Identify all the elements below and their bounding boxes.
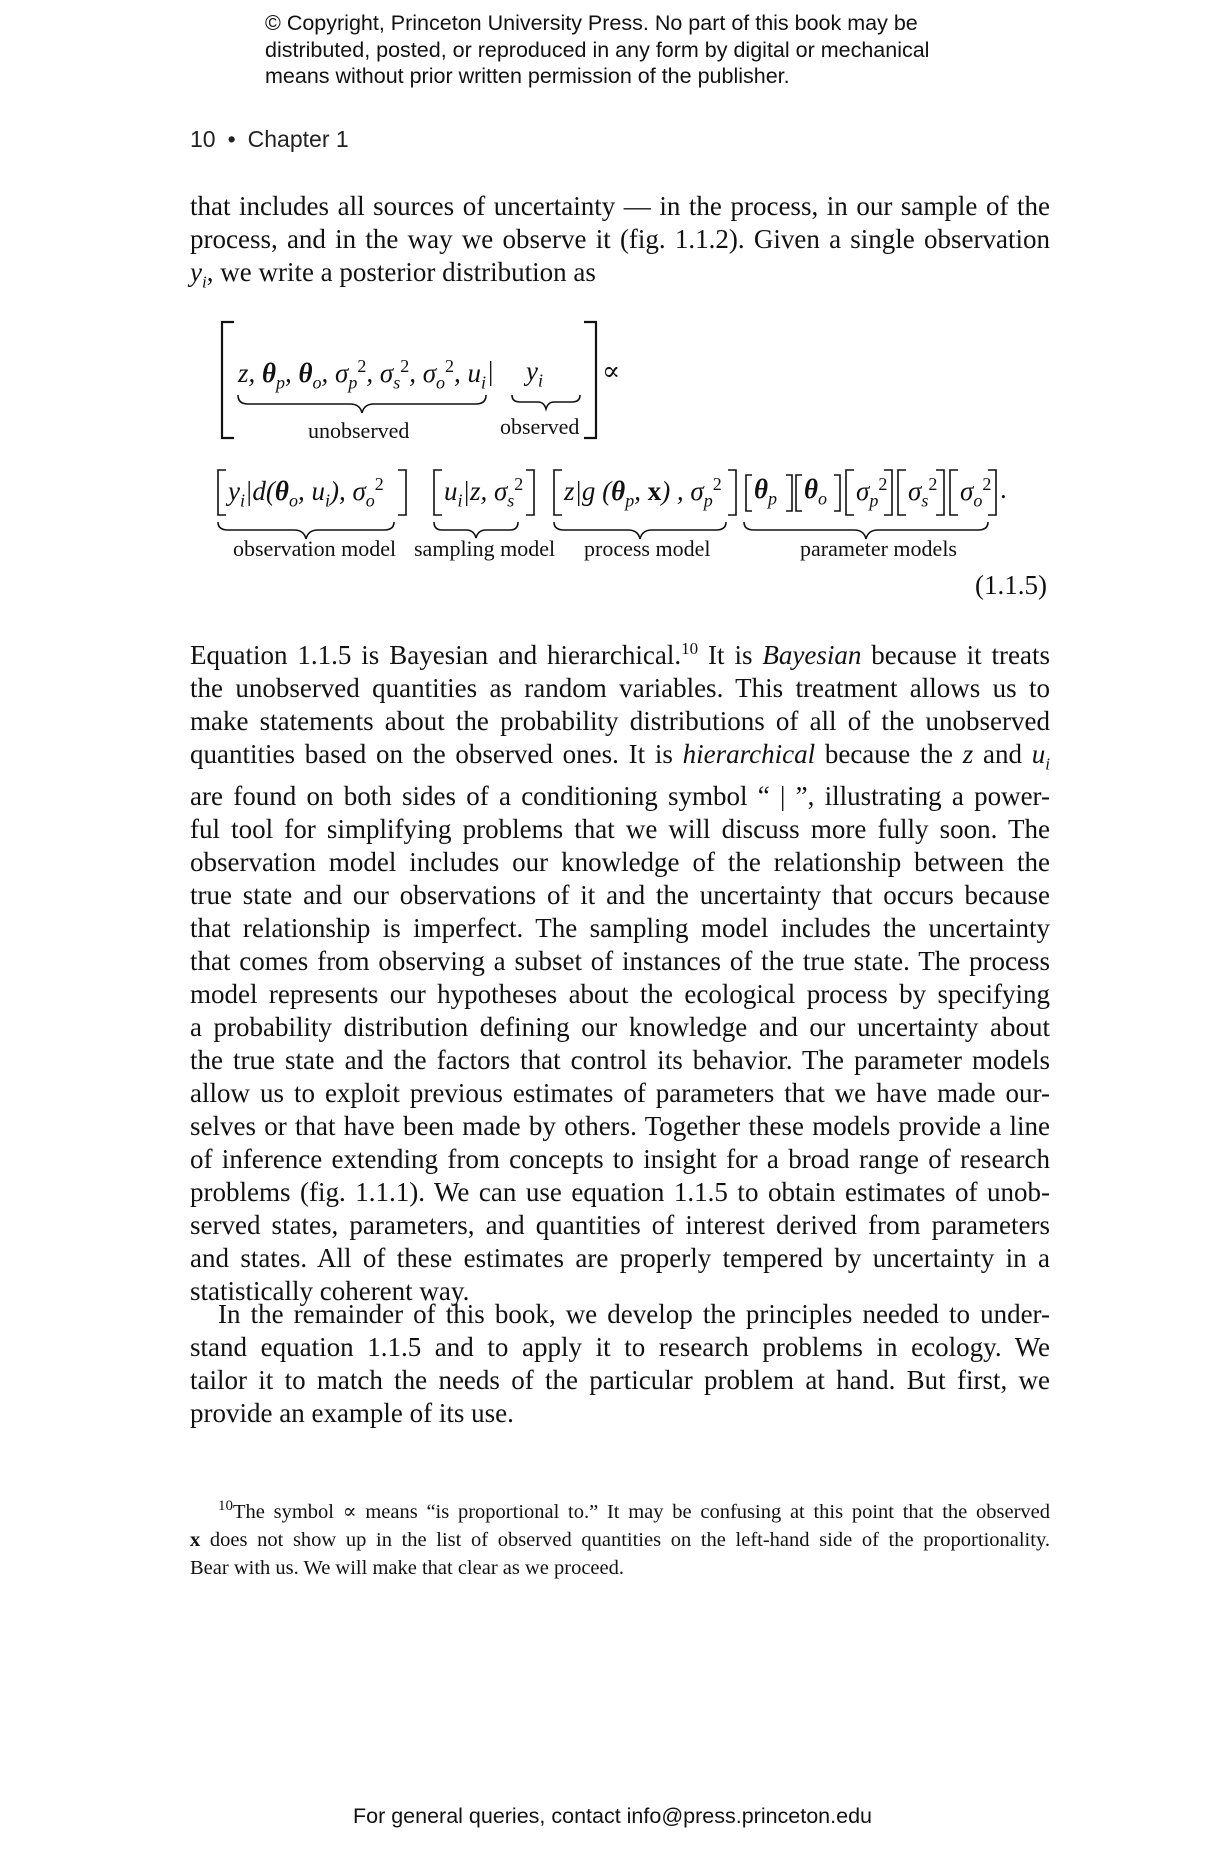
conditioning-bar: | <box>488 356 494 386</box>
bullet-separator: • <box>227 126 236 152</box>
body-line-9: that relationship is imperfect. The sampling model includes the uncertainty <box>190 913 1050 944</box>
param-theta-o: $\theta_o$ <box>804 474 828 509</box>
label-observed: observed <box>500 414 580 439</box>
body-line-4b: because the <box>815 739 963 769</box>
lhs-unobserved-quantities: z, $\theta_p$, $\theta_o$, $\sigma_p^2$, $\sigma_s^2$, $\sigma_o^2$, $u_i$ <box>238 356 487 393</box>
body-line-1 <box>190 632 1050 672</box>
body-line-15: selves or that have been made by others. Together these models provide a line <box>190 1111 1050 1142</box>
remainder-line-4: provide an example of its use. <box>190 1398 514 1428</box>
y-subscript: i <box>201 272 207 292</box>
body-line-6: ful tool for simplifying problems that we will discuss more fully soon. The <box>190 814 1050 845</box>
process-model-term: z|g ($\theta_p$, x) , $\sigma_p^2$ <box>564 474 722 511</box>
body-line-17: problems (fig. 1.1.1). We can use equation 1.1.5 to obtain estimates of unob- <box>190 1177 1050 1208</box>
body-line-19: and states. All of these estimates are properly tempered by uncertainty in a <box>190 1243 1050 1274</box>
body-line-2: the unobserved quantities as random variables. This treatment allows us to <box>190 673 1050 703</box>
page-number: 10 <box>190 126 216 152</box>
param-sigma-s: $\sigma_s^2$ <box>908 474 938 511</box>
footnote-number: 10 <box>218 1498 233 1514</box>
body-line-10: that comes from observing a subset of instances of the true state. The process <box>190 946 1050 977</box>
label-parameter-models: parameter models <box>800 536 957 561</box>
label-process-model: process model <box>584 536 711 561</box>
var-u: u <box>1031 739 1046 769</box>
remainder-line-1: In the remainder of this book, we develop the principles needed to under- <box>218 1299 1050 1329</box>
equation-1-1-5 <box>0 0 1225 600</box>
label-unobserved: unobserved <box>308 418 410 443</box>
footnote-line-1 <box>190 1492 1050 1526</box>
chapter-label: Chapter 1 <box>247 126 349 152</box>
body-line-4a: quantities based on the observed ones. It is <box>190 739 683 769</box>
proportional-symbol: ∝ <box>602 356 621 386</box>
body-line-12: a probability distribution defining our knowledge and our uncertainty about <box>190 1012 1050 1043</box>
footnote-line-3: Bear with us. We will make that clear as we proceed. <box>190 1557 625 1579</box>
footnote-10 <box>190 1492 1050 1582</box>
bold-x: x <box>190 1529 201 1551</box>
emphasis-hierarchical: hierarchical <box>682 739 816 769</box>
body-line-16: of inference extending from concepts to insight for a broad range of research <box>190 1144 1050 1175</box>
proportional-symbol-inline: ∝ <box>342 1501 357 1523</box>
sampling-model-term: $u_i|z$, $\sigma_s^2$ <box>444 474 524 511</box>
observation-model-term: $y_i|d(\theta_o$, $u_i$), $\sigma_o^2$ <box>228 474 384 511</box>
copyright-line-1: © Copyright, Princeton University Press. No part of this book may be <box>265 11 918 35</box>
remainder-line-3: tailor it to match the needs of the particular problem at hand. But first, we <box>190 1365 1050 1395</box>
label-sampling-model: sampling model <box>414 536 556 561</box>
param-sigma-p: $\sigma_p^2$ <box>856 474 888 511</box>
label-observation-model: observation model <box>233 536 397 561</box>
remainder-line-2: stand equation 1.1.5 and to apply it to research problems in ecology. We <box>190 1332 1050 1362</box>
body-line-5: are found on both sides of a conditioning symbol “ | ”, illustrating a power- <box>190 781 1050 812</box>
intro-line-3-text: , we write a posterior distribution as <box>206 257 596 287</box>
page-footer: For general queries, contact info@press.princeton.edu <box>352 1804 872 1828</box>
param-sigma-o: $\sigma_o^2$ <box>960 474 992 511</box>
y-var: y <box>190 257 202 287</box>
intro-line-1: that includes all sources of uncertainty — in the process, in our sample of the <box>190 191 1050 221</box>
body-line-7: observation model includes our knowledge of the relationship between the <box>190 847 1050 878</box>
body-line-14: allow us to exploit previous estimates of parameters that we have made our- <box>190 1078 1050 1109</box>
var-u-subscript: i <box>1045 754 1050 774</box>
copyright-line-3: means without prior written permission of the publisher. <box>265 64 790 88</box>
body-line-1b: It is <box>698 640 763 670</box>
var-z: z <box>962 739 974 769</box>
body-line-18: served states, parameters, and quantities of interest derived from parameters <box>190 1210 1050 1241</box>
equation-number: (1.1.5) <box>975 570 1047 600</box>
lhs-observed-quantity: $y_i$ <box>526 356 543 391</box>
footnote-line-2 <box>190 1526 1050 1554</box>
param-theta-p: $\theta_p$ <box>754 474 778 509</box>
body-line-4c: and <box>973 739 1032 769</box>
footnote-line-2b: does not show up in the list of observed quantities on the left-hand side of the proportionality. <box>200 1529 1050 1551</box>
body-line-8: true state and our observations of it and the uncertainty that occurs because <box>190 880 1050 911</box>
body-line-1c: because it treats <box>861 640 1050 670</box>
copyright-line-2: distributed, posted, or reproduced in any form by digital or mechanical <box>265 37 930 62</box>
footnote-ref-10[interactable]: 10 <box>681 639 699 658</box>
body-line-4 <box>190 738 1050 780</box>
body-paragraph <box>190 632 1050 1308</box>
body-line-13: the true state and the factors that control its behavior. The parameter models <box>190 1045 1050 1076</box>
body-line-11: model represents our hypotheses about the ecological process by specifying <box>190 979 1050 1010</box>
body-line-20: statistically coherent way. <box>190 1276 470 1307</box>
footnote-line-1b: means “is proportional to.” It may be confusing at this point that the observed <box>356 1501 1050 1523</box>
body-line-1a: Equation 1.1.5 is Bayesian and hierarchical. <box>190 640 682 670</box>
footnote-line-1a: The symbol <box>233 1501 343 1523</box>
intro-line-2: process, and in the way we observe it (fig. 1.1.2). Given a single observation <box>190 224 1050 254</box>
body-line-3: make statements about the probability distributions of all of the unobserved <box>190 706 1050 736</box>
emphasis-bayesian: Bayesian <box>762 640 862 670</box>
equation-period: . <box>1000 474 1007 504</box>
remainder-paragraph <box>190 1298 1050 1430</box>
